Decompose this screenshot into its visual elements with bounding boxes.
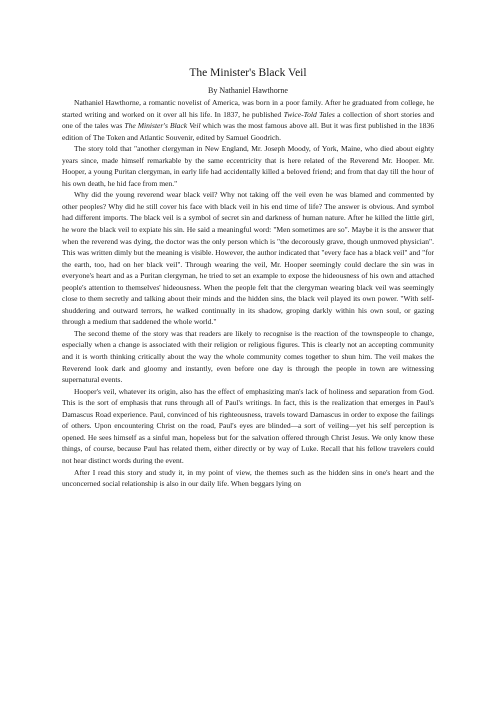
document-author: By Nathaniel Hawthorne	[208, 86, 288, 95]
document-title: The Minister's Black Veil	[189, 67, 307, 79]
paragraph-intro	[62, 97, 434, 143]
book-title-twice-told-tales: Twice-Told Tales	[283, 109, 335, 119]
paragraph-reflection: After I read this story and study it, in my point of view, the themes such as the hidden sins in one's heart and the unconcerned social relationship is also in our daily life. When beggars lying on	[62, 467, 434, 489]
paragraph-intro-text-c: which was the most famous above all. But it was first published in the 1836 edition of The Token and Atlantic Souvenir, edited by Samuel Goodrich.	[62, 121, 435, 142]
paragraph-intro-text-b: a collection of short stories and one of the tales was	[62, 109, 434, 131]
paragraph-story-summary: The story told that "another clergyman in New England, Mr. Joseph Moody, of York, Maine, who died about eighty years since, made himself remarkable by the same eccentricity that is here related of the Reverend Mr. Hooper. Mr. Hooper, a young Puritan clergyman, in early life had accidentally killed a beloved friend; and from that day till the hour of his own death, he hid face from men."	[62, 144, 434, 188]
story-title-ministers-black-veil: The Minister's Black Veil	[124, 121, 201, 131]
paragraph-intro-text-a: Nathaniel Hawthorne, a romantic novelist of America, was born in a poor family. After he graduated from college, he started writing and worked on it over all his life. In 1837, he published	[62, 98, 434, 119]
paragraph-second-theme: The second theme of the story was that readers are likely to recognise is the reaction of the townspeople to change, especially when a change is associated with their religion or religious figures. This is clearly not an accepting community and it is worth thinking critically about the way the whole community comes together to shun him. The veil makes the Reverend look dark and gloomy and instantly, even before one day is through the people in town are witnessing supernatural events.	[62, 328, 434, 385]
paragraph-paul-comparison: Hooper's veil, whatever its origin, also has the effect of emphasizing man's lack of holiness and separation from God. This is the sort of emphasis that runs through all of Paul's writings. In fact, this is the realization that emerges in Paul's Damascus Road experience. Paul, convinced of his righteousness, travels toward Damascus in order to expose the failings of others. Upon encountering Christ on the road, Paul's eyes are blinded—a sort of veiling—yet his self perception is opened. He sees himself as a sinful man, hopeless but for the salvation offered through Christ Jesus. We only know these things, of course, because Paul has related them, either directly or by way of Luke. Recall that his fellow travelers could not hear distinct words during the event.	[62, 386, 434, 465]
paragraph-veil-symbol: Why did the young reverend wear black veil? Why not taking off the veil even he was blamed and commented by other peoples? Why did he still cover his face with black veil in his end time of life? The answer is obvious. And symbol had different imports. The black veil is a symbol of secret sin and darkness of human nature. After he killed the little girl, he wore the black veil to expiate his sin. He said a meaningful word: "Men sometimes are so". Maybe it is the answer that when the reverend was dying, the doctor was the only person which is "the decorously grave, though unmoved physician". This was written dimly but the meaning is visible. However, the author indicated that "every face has a black veil" and "for the earth, too, had on her black veil". Through wearing the veil, Mr. Hooper seemingly could declare the sin was in everyone's heart and as a Puritan clergyman, he tried to set an example to expose the hideousness of his own and attached people's attention to themselves' hideousness. When the people felt that the clergyman wearing black veil was seemingly close to them secretly and talking about their minds and the hidden sins, the black veil played its own power. "With self-shuddering and outward terrors, he walked continually in its shadow, groping darkly within his own soul, or gazing through a medium that saddened the whole world."	[62, 190, 434, 327]
